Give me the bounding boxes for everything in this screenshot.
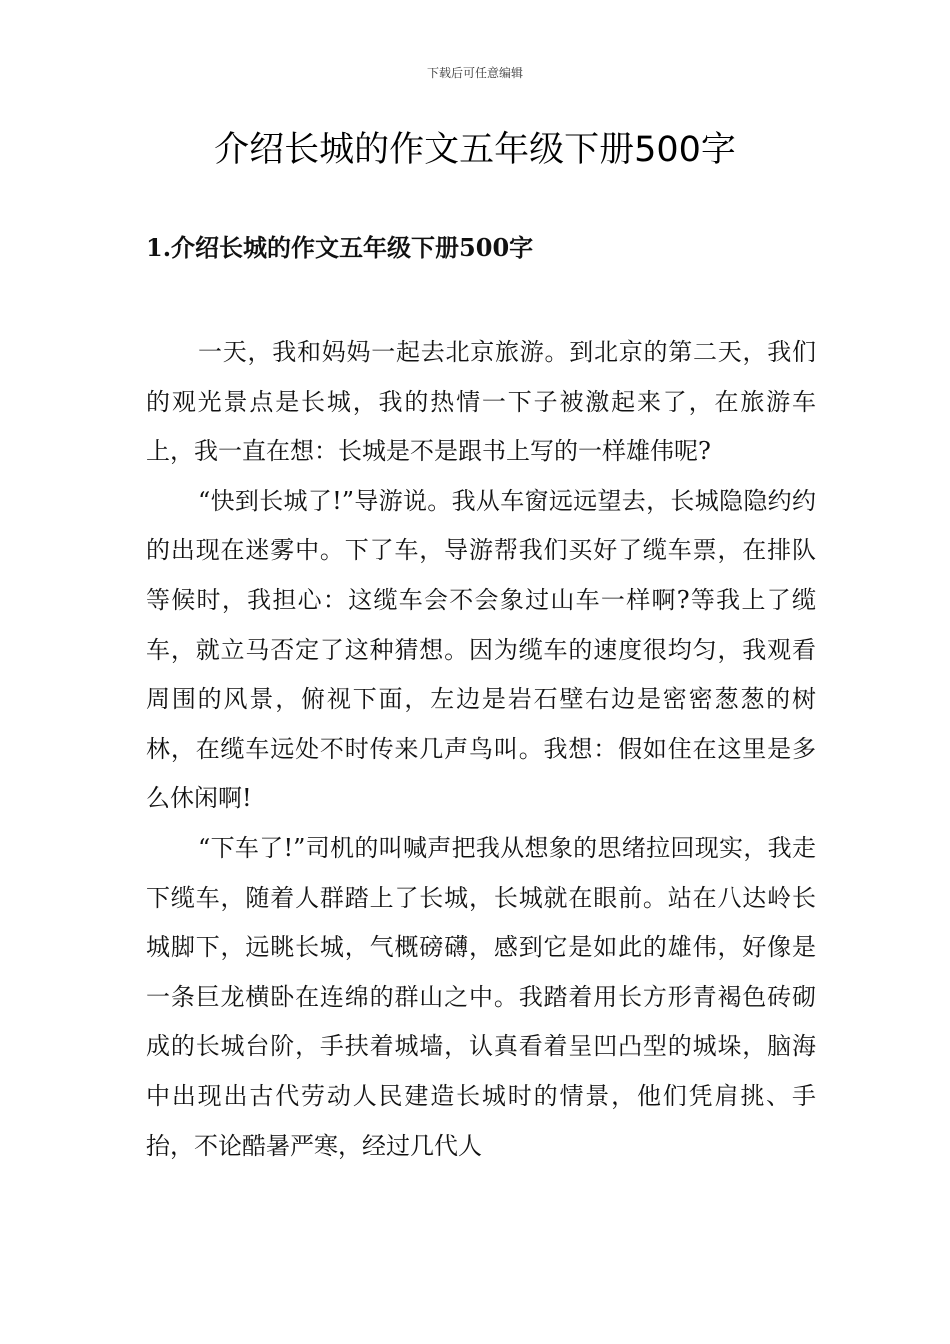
article-body (146, 328, 816, 1171)
paragraph-1: 一天，我和妈妈一起去北京旅游。到北京的第二天，我们的观光景点是长城，我的热情一下子被激起来了，在旅游车上，我一直在想：长城是不是跟书上写的一样雄伟呢? (146, 338, 816, 466)
section-heading: 1.介绍长城的作文五年级下册500字 (146, 233, 534, 262)
header-note: 下载后可任意编辑 (426, 66, 523, 80)
page-title: 介绍长城的作文五年级下册500字 (214, 130, 736, 170)
paragraph-3: “下车了!”司机的叫喊声把我从想象的思绪拉回现实，我走下缆车，随着人群踏上了长城，长城就在眼前。站在八达岭长城脚下，远眺长城，气概磅礴，感到它是如此的雄伟，好像是一条巨龙横卧在连绵的群山之中。我踏着用长方形青褐色砖砌成的长城台阶，手扶着城墙，认真看着呈凹凸型的城垛，脑海中出现出古代劳动人民建造长城时的情景，他们凭肩挑、手抬，不论酷暑严寒，经过几代人 (146, 833, 816, 1160)
paragraph-2: “快到长城了!”导游说。我从车窗远远望去，长城隐隐约约的出现在迷雾中。下了车，导游帮我们买好了缆车票，在排队等候时，我担心：这缆车会不会象过山车一样啊?等我上了缆车，就立马否定了这种猜想。因为缆车的速度很均匀，我观看周围的风景，俯视下面，左边是岩石壁右边是密密葱葱的树林，在缆车远处不时传来几声鸟叫。我想：假如住在这里是多么休闲啊! (146, 486, 816, 813)
